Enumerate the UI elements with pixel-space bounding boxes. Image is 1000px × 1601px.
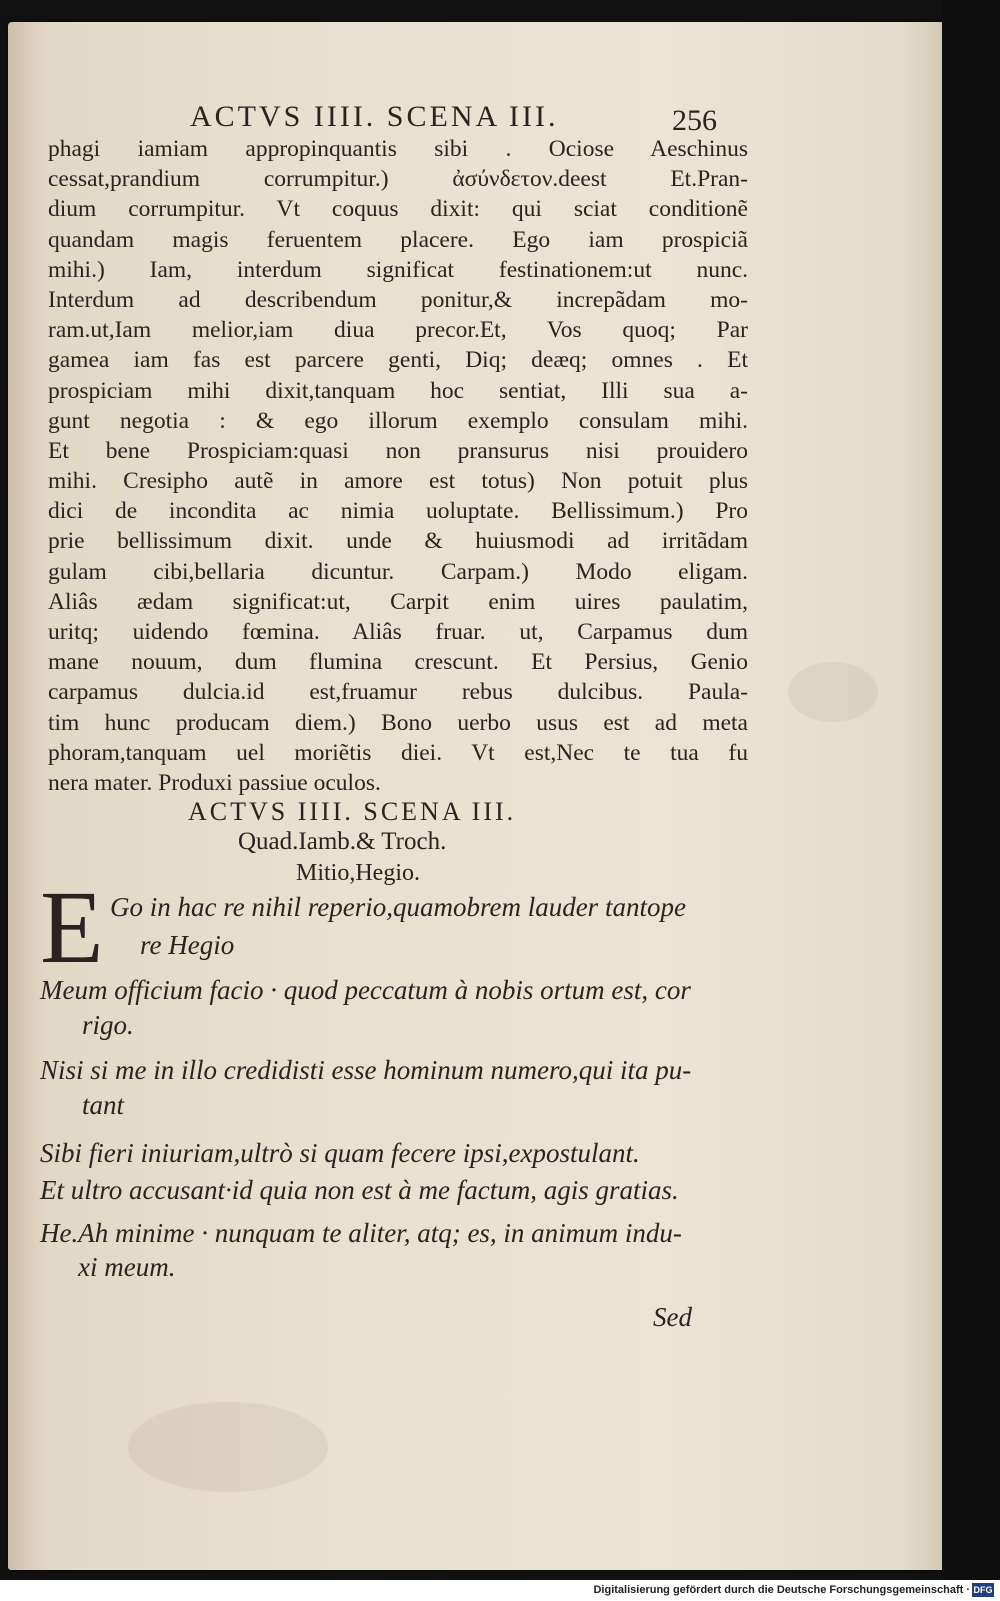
commentary-line: gulam cibi,bellaria dicuntur. Carpam.) Modo eligam. (48, 558, 748, 585)
commentary-line: Interdum ad describendum ponitur,& increpãdam mo- (48, 286, 748, 313)
scene-heading: ACTVS IIII. SCENA III. (188, 797, 517, 826)
commentary-line: phagi iamiam appropinquantis sibi . Ociose Aeschinus (48, 136, 748, 162)
commentary-line: Et bene Prospiciam:quasi non pransurus nisi prouidero (48, 437, 748, 464)
verse-line: He.Ah minime · nunquam te aliter, atq; es, in animum indu- (40, 1218, 682, 1248)
verse-line: Nisi si me in illo credidisti esse hominum numero,qui ita pu- (40, 1055, 692, 1085)
commentary-line: mane nouum, dum flumina crescunt. Et Persius, Genio (48, 649, 748, 676)
verse-line: Sibi fieri iniuriam,ultrò si quam fecere ipsi,expostulant. (40, 1138, 640, 1168)
commentary-line: carpamus dulcia.id est,fruamur rebus dulcibus. Paula- (48, 679, 748, 706)
funding-credit: Digitalisierung gefördert durch die Deutsche Forschungsgemeinschaft · (593, 1584, 970, 1596)
verse-line: tant (82, 1090, 125, 1120)
page-number: 256 (672, 104, 717, 137)
paper-stain (128, 1402, 328, 1492)
commentary-line: prospiciam mihi dixit,tanquam hoc sentiat, Illi sua a- (48, 377, 748, 404)
commentary-line: Aliâs ædam significat:ut, Carpit enim uires paulatim, (48, 588, 748, 615)
dfg-logo: DFG (973, 1585, 993, 1595)
drop-cap-initial: E (40, 870, 104, 985)
commentary-block (48, 134, 748, 798)
commentary-line: ram.ut,Iam melior,iam diua precor.Et, Vos quoq; Par (48, 317, 748, 344)
running-head: ACTVS IIII. SCENA III. (190, 100, 559, 133)
dramatis-personae: Mitio,Hegio. (296, 860, 420, 886)
commentary-line: quandam magis feruentem placere. Ego iam prospiciã (48, 226, 748, 253)
commentary-line: nera mater. Produxi passiue oculos. (48, 769, 381, 796)
commentary-line: gamea iam fas est parcere genti, Diq; deæq; omnes . Et (48, 347, 748, 374)
scan-background (942, 0, 1000, 1601)
verse-line: rigo. (82, 1010, 134, 1040)
verse-line: Et ultro accusant·id quia non est à me factum, agis gratias. (40, 1175, 679, 1205)
commentary-line: dici de incondita ac nimia uoluptate. Bellissimum.) Pro (48, 498, 748, 525)
meter-label: Quad.Iamb.& Troch. (238, 828, 447, 855)
catchword: Sed (653, 1302, 692, 1332)
commentary-line: mihi. Cresipho autẽ in amore est totus) Non potuit plus (48, 468, 748, 495)
commentary-line: prie bellissimum dixit. unde & huiusmodi ad irritãdam (48, 528, 748, 555)
commentary-line: uritq; uidendo fœmina. Aliâs fruar. ut, Carpamus dum (48, 619, 748, 645)
commentary-line: dium corrumpitur. Vt coquus dixit: qui sciat conditionẽ (48, 196, 748, 223)
verse-line: xi meum. (78, 1252, 176, 1282)
paper-stain (788, 662, 878, 722)
commentary-line: phoram,tanquam uel moriẽtis diei. Vt est,Nec te tua fu (48, 739, 748, 766)
commentary-line: cessat,prandium corrumpitur.) ἀσύνδετον.deest Et.Pran- (48, 166, 748, 193)
verse-line: Meum officium facio · quod peccatum à nobis ortum est, cor (40, 975, 691, 1005)
verse-line: re Hegio (140, 930, 235, 960)
commentary-line: gunt negotia : & ego illorum exemplo consulam mihi. (48, 407, 748, 434)
commentary-line: tim hunc producam diem.) Bono uerbo usus est ad meta (48, 709, 748, 736)
commentary-line: mihi.) Iam, interdum significat festinationem:ut nunc. (48, 256, 748, 283)
verse-line: Go in hac re nihil reperio,quamobrem lauder tantope (110, 892, 686, 922)
